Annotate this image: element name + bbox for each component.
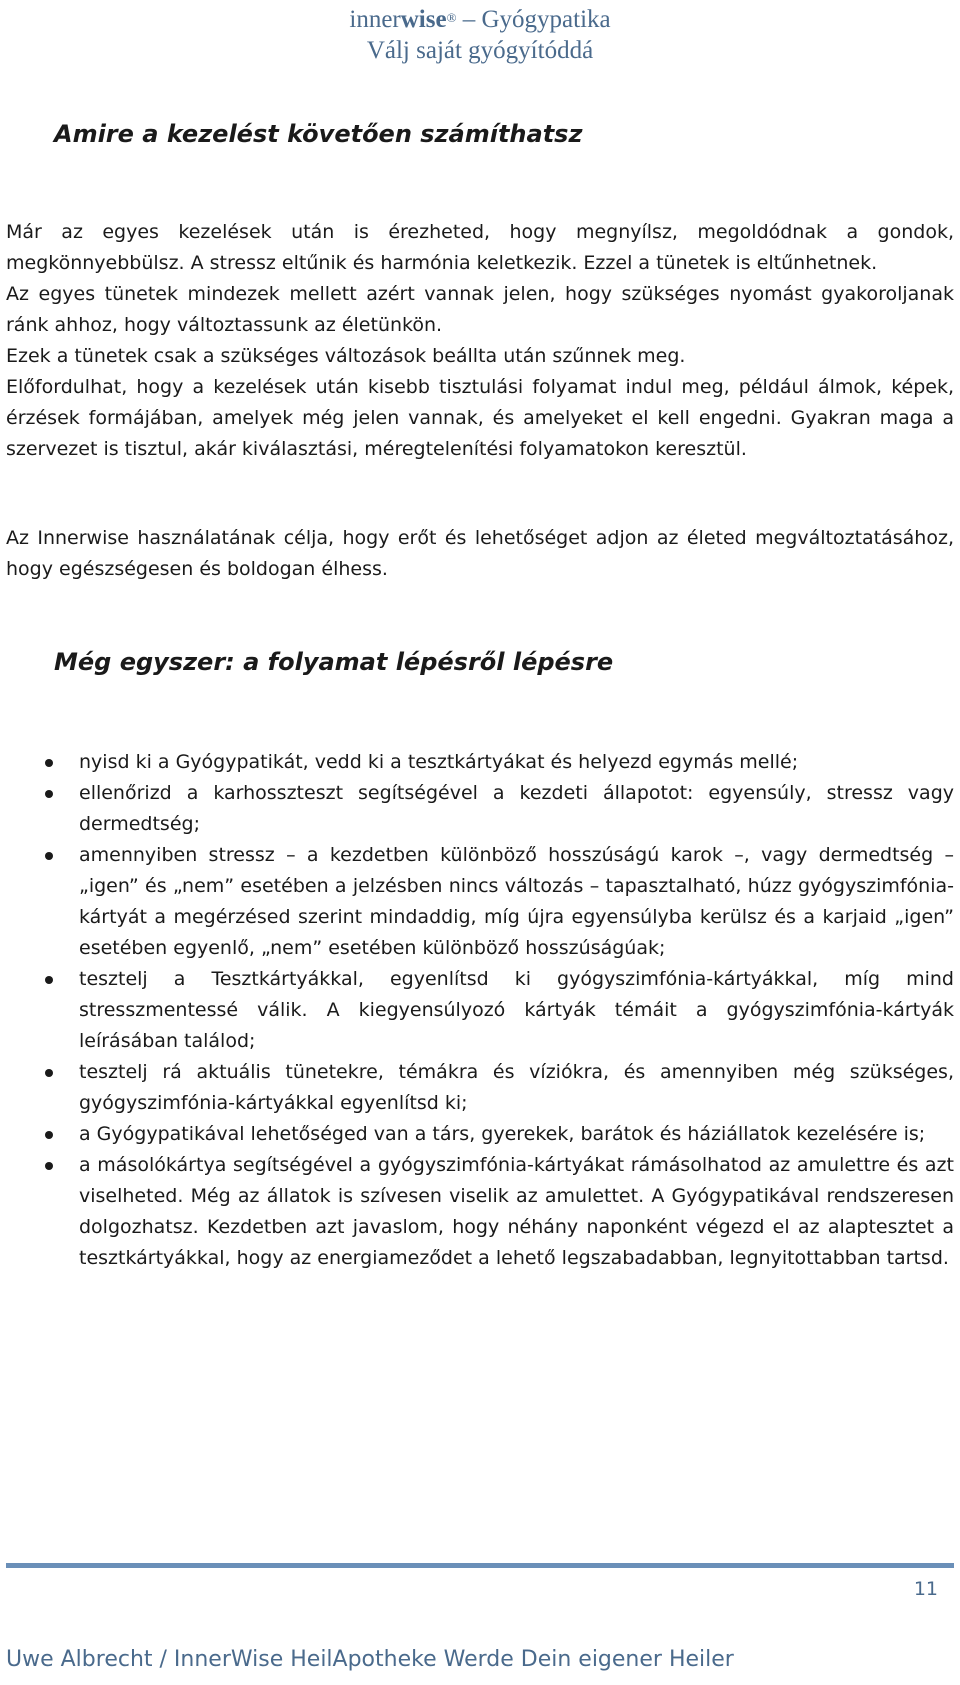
paragraph-line: Előfordulhat, hogy a kezelések után kisebb tisztulási folyamat indul meg, például álmok, képek, érzések formájában, amelyek még jelen vannak, és amelyeket el kell engedni. Gyakran maga a szervezet is tisztul, akár kiválasztási, méregtelenítési folyamatokon keresztül. [6,376,954,460]
paragraph-line: Már az egyes kezelések után is érezheted, hogy megnyílsz, megoldódnak a gondok, megkönnyebbülsz. A stressz eltűnik és harmónia keletkezik. Ezzel a tünetek is eltűnhetnek. [6,221,954,274]
expectations-paragraph [6,217,954,465]
page-number: 11 [913,1578,938,1600]
steps-list [0,747,960,1274]
section-heading-expectations: Amire a kezelést követően számíthatsz [54,120,583,148]
bullet-icon [45,976,53,984]
page-header [0,4,960,66]
bullet-icon [45,1162,53,1170]
bullet-icon [45,759,53,767]
list-item: tesztelj rá aktuális tünetekre, témákra és víziókra, és amennyiben még szükséges, gyógyszimfónia-kártyákkal egyenlítsd ki; [0,1057,960,1119]
page-footer: Uwe Albrecht / InnerWise HeilApotheke Werde Dein eigener Heiler [6,1647,734,1672]
brand-bold: wise [400,6,447,33]
bullet-icon [45,1069,53,1077]
list-item: a Gyógypatikával lehetőséged van a társ, gyerekek, barátok és háziállatok kezelésére is; [0,1119,960,1150]
brand-line [0,4,960,35]
paragraph-line: Az egyes tünetek mindezek mellett azért vannak jelen, hogy szükséges nyomást gyakoroljanak ránk ahhoz, hogy változtassunk az életünkön. [6,283,954,336]
list-item: amennyiben stressz – a kezdetben különböző hosszúságú karok –, vagy dermedtség – „igen” és „nem” esetében a jelzésben nincs változás – tapasztalható, húzz gyógyszimfónia-kártyát a megérzésed szerint mindaddig, míg újra egyensúlyba kerülsz és a karjaid „igen” esetében egyenlő, „nem” esetében különböző hosszúságúak; [0,840,960,964]
bullet-icon [45,852,53,860]
bullet-icon [45,790,53,798]
bullet-icon [45,1131,53,1139]
list-item: nyisd ki a Gyógypatikát, vedd ki a tesztkártyákat és helyezd egymás mellé; [0,747,960,778]
brand-suffix: – Gyógypatika [456,6,611,33]
list-item: ellenőrizd a karhosszteszt segítségével a kezdeti állapotot: egyensúly, stressz vagy dermedtség; [0,778,960,840]
paragraph-line: Ezek a tünetek csak a szükséges változások beállta után szűnnek meg. [6,345,686,367]
registered-mark: ® [446,10,457,25]
list-item: a másolókártya segítségével a gyógyszimfónia-kártyákat rámásolhatod az amulettre és azt viselheted. Még az állatok is szívesen viselik az amulettet. A Gyógypatikával rendszeresen dolgozhatsz. Kezdetben azt javaslom, hogy néhány naponként végezd el az alaptesztet a tesztkártyákkal, hogy az energiameződet a lehető legszabadabban, legnyitottabban tartsd. [0,1150,960,1274]
section-heading-steps: Még egyszer: a folyamat lépésről lépésre [54,648,614,676]
purpose-paragraph: Az Innerwise használatának célja, hogy erőt és lehetőséget adjon az életed megváltoztatásához, hogy egészségesen és boldogan élhess. [6,527,954,580]
brand-light: inner [349,6,401,33]
list-item: tesztelj a Tesztkártyákkal, egyenlítsd ki gyógyszimfónia-kártyákkal, míg mind stresszmentessé válik. A kiegyensúlyozó kártyák témáit a gyógyszimfónia-kártyák leírásában találod; [0,964,960,1057]
footer-divider [6,1563,954,1568]
tagline: Válj saját gyógyítóddá [366,37,594,64]
